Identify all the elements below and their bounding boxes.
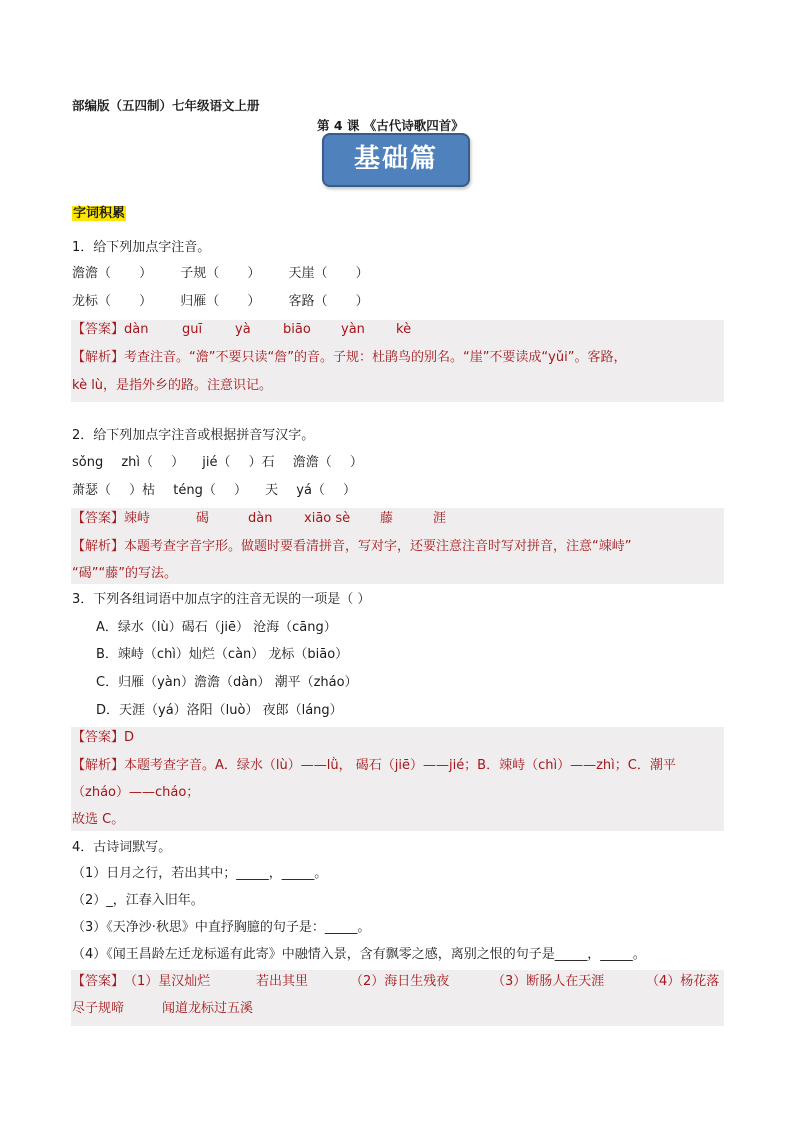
analysis-tag: 【解析】 bbox=[72, 758, 125, 773]
q1-analysis-line-2: kè lù，是指外乡的路。注意识记。 bbox=[72, 378, 273, 393]
lesson-title: 第 4 课 《古代诗歌四首》 bbox=[317, 118, 464, 133]
q3-analysis-line-1: 【解析】本题考查字音。A．绿水（lù）——lǜ， 碣石（jiē）——jié；B．竦峙（chì）——zhì；C．潮平 bbox=[72, 758, 676, 773]
q4-answer-line-2 bbox=[72, 1001, 253, 1017]
q1-row-1: 澹澹（ ） 子规（ ） 天崖（ ） bbox=[72, 266, 369, 281]
q4-stem: 4．古诗词默写。 bbox=[72, 840, 172, 855]
q4-item-2: （2）_，江春入旧年。 bbox=[72, 893, 204, 908]
q1-answer-1: dàn bbox=[124, 322, 149, 337]
q4-item-1: （1）日月之行，若出其中；_____，_____。 bbox=[72, 866, 328, 881]
q4-answer-4: （3）断肠人在天涯 bbox=[492, 974, 605, 989]
q1-answer-3: yà bbox=[235, 322, 251, 337]
q4-item-3: （3）《天净沙·秋思》中直抒胸臆的句子是：_____。 bbox=[72, 920, 371, 935]
q2-analysis-line-1: 【解析】本题考查字音字形。做题时要看清拼音，写对字，还要注意注音时写对拼音，注意“竦峙” bbox=[72, 539, 632, 554]
q4-item-4: （4）《闻王昌龄左迁龙标遥有此寄》中融情入景，含有飘零之感，离别之恨的句子是_____，_____。 bbox=[72, 947, 646, 962]
q2-row-1: sǒng zhì（ ） jié（ ）石 澹澹（ ） bbox=[72, 455, 363, 470]
q3-option-d: D．天涯（yá）洛阳（luò） 夜郎（láng） bbox=[96, 703, 343, 718]
q3-answer-line bbox=[72, 730, 134, 746]
q4-answer-7: 闻道龙标过五溪 bbox=[162, 1001, 254, 1016]
q4-answer-6: 尽子规啼 bbox=[72, 1001, 125, 1016]
q2-answer-2: 碣 bbox=[196, 511, 210, 526]
q1-answer-6: kè bbox=[396, 322, 412, 337]
q4-answer-2: 若出其里 bbox=[256, 974, 309, 989]
q4-answer-5: （4）杨花落 bbox=[646, 974, 720, 989]
analysis-tag: 【解析】 bbox=[72, 350, 125, 365]
q3-option-c: C．归雁（yàn）澹澹（dàn） 潮平（zháo） bbox=[96, 675, 358, 690]
q2-row-2: 萧瑟（ ）枯 téng（ ） 天 yá（ ） bbox=[72, 483, 357, 498]
section-label: 字词积累 bbox=[73, 206, 126, 221]
answer-tag: 【答案】 bbox=[72, 974, 125, 989]
q1-analysis-line-1: 【解析】考查注音。“澹”不要只读“詹”的音。子规：杜鹃鸟的别名。“崖”不要读成“yǔi”。客路， bbox=[72, 350, 627, 365]
q2-answer-4: xiāo sè bbox=[304, 511, 351, 526]
q2-answer-1: 竦峙 bbox=[124, 511, 151, 526]
q2-stem: 2．给下列加点字注音或根据拼音写汉字。 bbox=[72, 428, 315, 443]
q1-answer-4: biāo bbox=[283, 322, 311, 337]
q3-analysis-line-3: 故选 C。 bbox=[72, 812, 125, 827]
q1-answer-2: guī bbox=[182, 322, 203, 337]
answer-tag: 【答案】 bbox=[72, 730, 125, 745]
answer-tag: 【答案】 bbox=[72, 511, 125, 526]
q4-answer-line-1 bbox=[72, 974, 719, 990]
q3-answer-block bbox=[71, 727, 724, 831]
q1-row-2: 龙标（ ） 归雁（ ） 客路（ ） bbox=[72, 294, 369, 309]
q1-answer-5: yàn bbox=[341, 322, 365, 337]
q4-answer-1: （1）星汉灿烂 bbox=[124, 974, 211, 989]
analysis-tag: 【解析】 bbox=[72, 539, 125, 554]
q2-answer-6: 涯 bbox=[433, 511, 447, 526]
q2-answer-line bbox=[72, 511, 446, 527]
q3-option-b: B．竦峙（chì）灿烂（càn） 龙标（biāo） bbox=[96, 647, 349, 662]
q3-analysis-line-2: （zháo）——cháo； bbox=[72, 785, 200, 800]
q1-answer-line bbox=[72, 322, 411, 338]
answer-tag: 【答案】 bbox=[72, 322, 125, 337]
q2-analysis-line-2: “碣”“藤”的写法。 bbox=[72, 566, 177, 581]
q2-answer-5: 藤 bbox=[380, 511, 394, 526]
q3-stem: 3．下列各组词语中加点字的注音无误的一项是（ ） bbox=[72, 592, 371, 607]
banner-title: 基础篇 bbox=[322, 133, 470, 187]
q1-stem: 1．给下列加点字注音。 bbox=[72, 240, 211, 255]
q3-option-a: A．绿水（lù）碣石（jiē） 沧海（cāng） bbox=[96, 620, 337, 635]
q2-answer-3: dàn bbox=[248, 511, 273, 526]
book-title: 部编版（五四制）七年级语文上册 bbox=[72, 98, 260, 113]
q3-answer-value: D bbox=[124, 730, 135, 745]
q4-answer-3: （2）海日生残夜 bbox=[350, 974, 450, 989]
